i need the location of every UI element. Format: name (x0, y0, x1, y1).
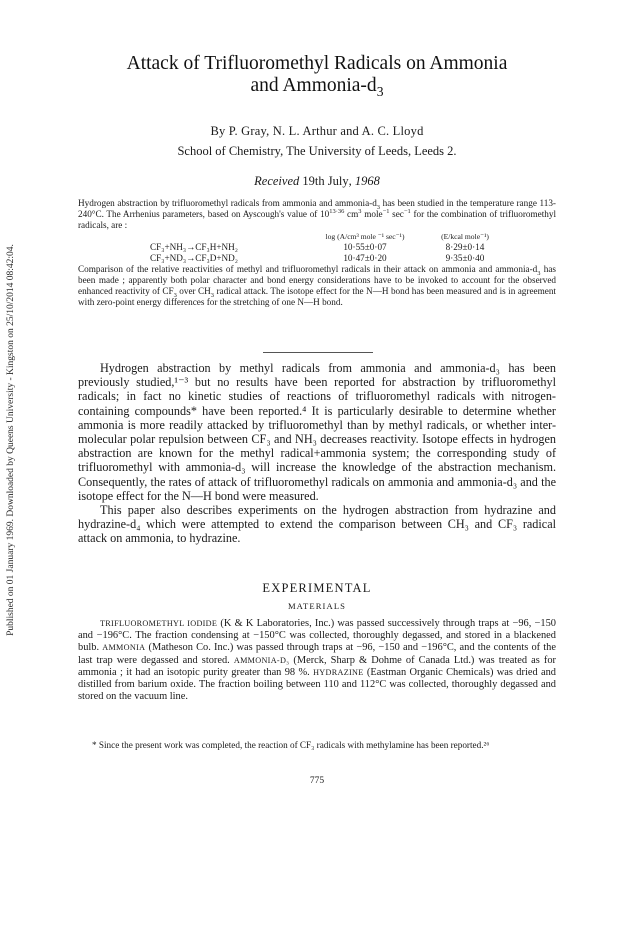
page-number: 775 (309, 776, 325, 786)
abstract-para-1: Hydrogen abstraction by trifluoromethyl radicals from ammonia and ammonia-$d_3$ has been studied in the temperature range 113-240°C. The Arrhenius parameters, based on Ayscough's value of $10^{13\cdot 36}$ $cm^3$ mole$^{-1}$ $\sec^{-1}$ for the combination of trifluoromethyl radicals, are : (78, 198, 556, 230)
download-watermark (2, 160, 20, 720)
subsection-heading: MATERIALS (287, 601, 347, 611)
download-watermark-text: Published on 01 January 1969. Downloaded by Queens University - Kingston on 25/10/2014 08:42:04. (6, 244, 16, 636)
received-date: Received 19th July, 1968 (254, 174, 380, 188)
author-list (78, 124, 556, 139)
log-a-value: 10·55±0·07 (343, 242, 387, 252)
intro-paragraph-2: This paper also describes experiments on the hydrogen abstraction from hydrazine and hydrazine-d₄ which were attempted to extend the comparison between CH₃ and CF₃ radical attack on ammonia, to hydrazine. (78, 503, 556, 546)
authors-names: P. Gray, N. L. Arthur and A. C. Lloyd (228, 124, 424, 138)
header-log-a: log (A/cm³ mole ⁻¹ sec⁻¹) (325, 232, 405, 241)
footnote-text: * Since the present work was completed, the reaction of CF₃ radicals with methylamine has been reported.²⁶ (92, 740, 490, 750)
header-e: (E/kcal mole⁻¹) (441, 232, 489, 241)
arrhenius-row (78, 253, 556, 264)
section-divider (263, 352, 373, 353)
introduction (78, 361, 556, 546)
materials-section (78, 618, 556, 703)
abstract-para-2: Comparison of the relative reactivities of methyl and trifluoromethyl radicals in their attack on ammonia and ammonia-$d_3$ has been made ; apparently both polar character and bond energy considerations have to be invoked to account for the observed enhanced reactivity of $CF_3$ over $CH_3$ radical attack. The isotope effect for the N—H bond has been measured and is in agreement with zero-point energy differences for the stretching of one N—H bond. (78, 264, 556, 307)
affiliation: School of Chemistry, The University of Leeds, Leeds 2. (177, 144, 457, 158)
intro-paragraph-1: Hydrogen abstraction by methyl radicals from ammonia and ammonia-d₃ has been previously studied,¹⁻³ but no results have been reported for abstraction by trifluoromethyl radicals; in fact no kinetic studies of reactions of trifluoromethyl radicals with nitrogen-containing compounds* have been reported.⁴ It is particularly desirable to determine whether ammonia is more readily attacked by trifluoromethyl than by methyl radicals, or whether inter-molecular polar repulsion between CF₃ and NH₃ decreases reactivity. Isotope effects in hydrogen abstraction are known for the methyl radical+ammonia system; the corresponding study of trifluoromethyl with ammonia-d₃ will increase the knowledge of the abstraction mechanism. Consequently, the rates of attack of trifluoromethyl radicals on ammonia and ammonia-d₃ and the isotope effect for the N—H bond were measured. (78, 361, 556, 503)
abstract (78, 198, 556, 308)
arrhenius-row (78, 242, 556, 253)
footnote (78, 740, 556, 751)
reaction-equation: CF₃+ND₃→CF₃D+ND₂ (150, 253, 239, 263)
log-a-value: 10·47±0·20 (343, 253, 387, 263)
e-value: 8·29±0·14 (445, 242, 485, 252)
arrhenius-table (78, 231, 556, 264)
materials-paragraph: TRIFLUOROMETHYL IODIDE (K & K Laboratories, Inc.) was passed successively through traps at −96, −150 and −196°C. The fraction condensing at −150°C was collected, thoroughly degassed, and stored in a blackened bulb. AMMONIA (Matheson Co. Inc.) was passed through traps at −96, −150 and −196°C, and the contents of the last trap were degassed and stored. AMMONIA-D₃ (Merck, Sharp & Dohme of Canada Ltd.) was treated as for ammonia ; it had an isotopic purity greater than 98 %. HYDRAZINE (Eastman Organic Chemicals) was dried and distilled from barium oxide. The fraction boiling between 110 and 112°C was collected, thoroughly degassed and stored on the vacuum line. (78, 618, 556, 703)
authors-prefix: By (210, 124, 226, 138)
paper-title (78, 53, 556, 97)
title-line-2: and Ammonia-$d_3$ (250, 75, 384, 99)
section-heading: EXPERIMENTAL (262, 581, 372, 595)
title-line-1: Attack of Trifluoromethyl Radicals on Ammonia (126, 53, 508, 74)
arrhenius-header (78, 231, 556, 242)
reaction-equation: CF₃+NH₃→CF₃H+NH₂ (150, 242, 239, 252)
e-value: 9·35±0·40 (445, 253, 485, 263)
